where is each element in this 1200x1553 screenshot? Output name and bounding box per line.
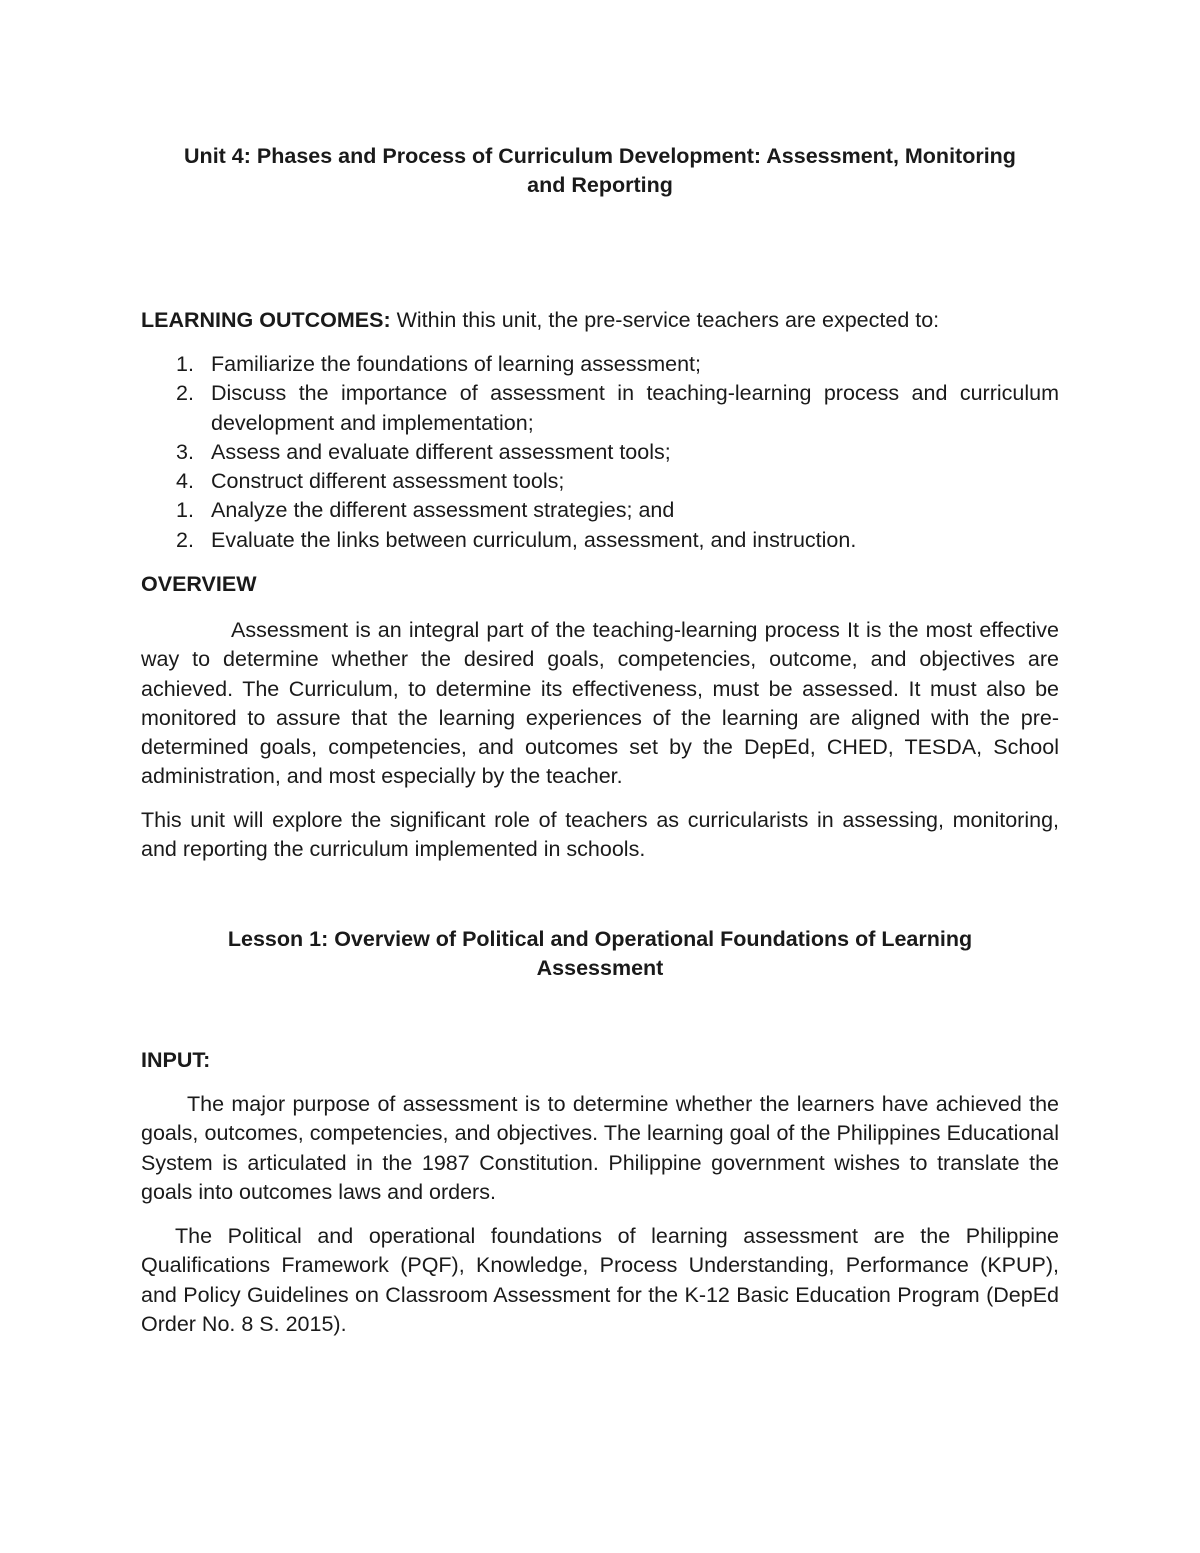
lesson-title — [140, 925, 1060, 983]
list-item — [141, 350, 1059, 379]
input-paragraph-2: The Political and operational foundations of learning assessment are the Philippine Qualifications Framework (PQF), Knowledge, Process Understanding, Performance (KPUP), and Policy Guidelines on Classroom Assessment for the K-12 Basic Education Program (DepEd Order No. 8 S. 2015). — [141, 1224, 1059, 1336]
unit-title-line-1: Unit 4: Phases and Process of Curriculum Development: Assessment, Monitoring — [184, 144, 1016, 168]
lesson-title-line-1: Lesson 1: Overview of Political and Operational Foundations of Learning — [227, 927, 973, 951]
lesson-title-line-2: Assessment — [536, 956, 664, 980]
list-item-text: Assess and evaluate different assessment tools; — [211, 439, 671, 464]
list-item-text: Discuss the importance of assessment in teaching-learning process and curriculum development and implementation; — [211, 381, 1059, 435]
learning-outcomes-intro-text: Within this unit, the pre-service teachers are expected to: — [390, 308, 940, 332]
list-item — [141, 467, 1059, 496]
list-item — [141, 496, 1059, 525]
list-item-number: 2. — [176, 527, 194, 552]
list-item-number: 3. — [176, 439, 194, 464]
learning-outcomes-intro — [141, 306, 1059, 335]
list-item-text: Evaluate the links between curriculum, assessment, and instruction. — [211, 527, 857, 552]
list-item — [141, 438, 1059, 467]
list-item-text: Analyze the different assessment strategies; and — [211, 498, 675, 523]
unit-title-line-2: and Reporting — [527, 173, 673, 197]
learning-outcomes-label: LEARNING OUTCOMES: — [141, 308, 391, 332]
list-item-text: Familiarize the foundations of learning assessment; — [211, 352, 701, 376]
list-item-number: 1. — [176, 498, 194, 523]
unit-title — [140, 142, 1060, 200]
overview-heading: OVERVIEW — [141, 572, 257, 596]
list-item-number: 4. — [176, 469, 194, 494]
learning-outcomes-list — [141, 350, 1059, 555]
list-item-number: 1. — [176, 352, 194, 376]
input-heading: INPUT: — [141, 1048, 211, 1072]
list-item — [141, 526, 1059, 555]
list-item — [141, 379, 1059, 438]
list-item-number: 2. — [176, 381, 194, 406]
list-item-text: Construct different assessment tools; — [211, 469, 565, 494]
overview-paragraph-1: Assessment is an integral part of the teaching-learning process It is the most effective way to determine whether the desired goals, competencies, outcome, and objectives are achieved. The Curriculum, to determine its effectiveness, must be assessed. It must also be monitored to assure that the learning experiences of the learning are aligned with the pre-determined goals, competencies, and outcomes set by the DepEd, CHED, TESDA, School administration, and most especially by the teacher. — [141, 618, 1059, 789]
overview-paragraph-2: This unit will explore the significant role of teachers as curricularists in assessing, monitoring, and reporting the curriculum implemented in schools. — [141, 808, 1059, 862]
input-paragraph-1: The major purpose of assessment is to determine whether the learners have achieved the goals, outcomes, competencies, and objectives. The learning goal of the Philippines Educational System is articulated in the 1987 Constitution. Philippine government wishes to translate the goals into outcomes laws and orders. — [141, 1092, 1059, 1204]
